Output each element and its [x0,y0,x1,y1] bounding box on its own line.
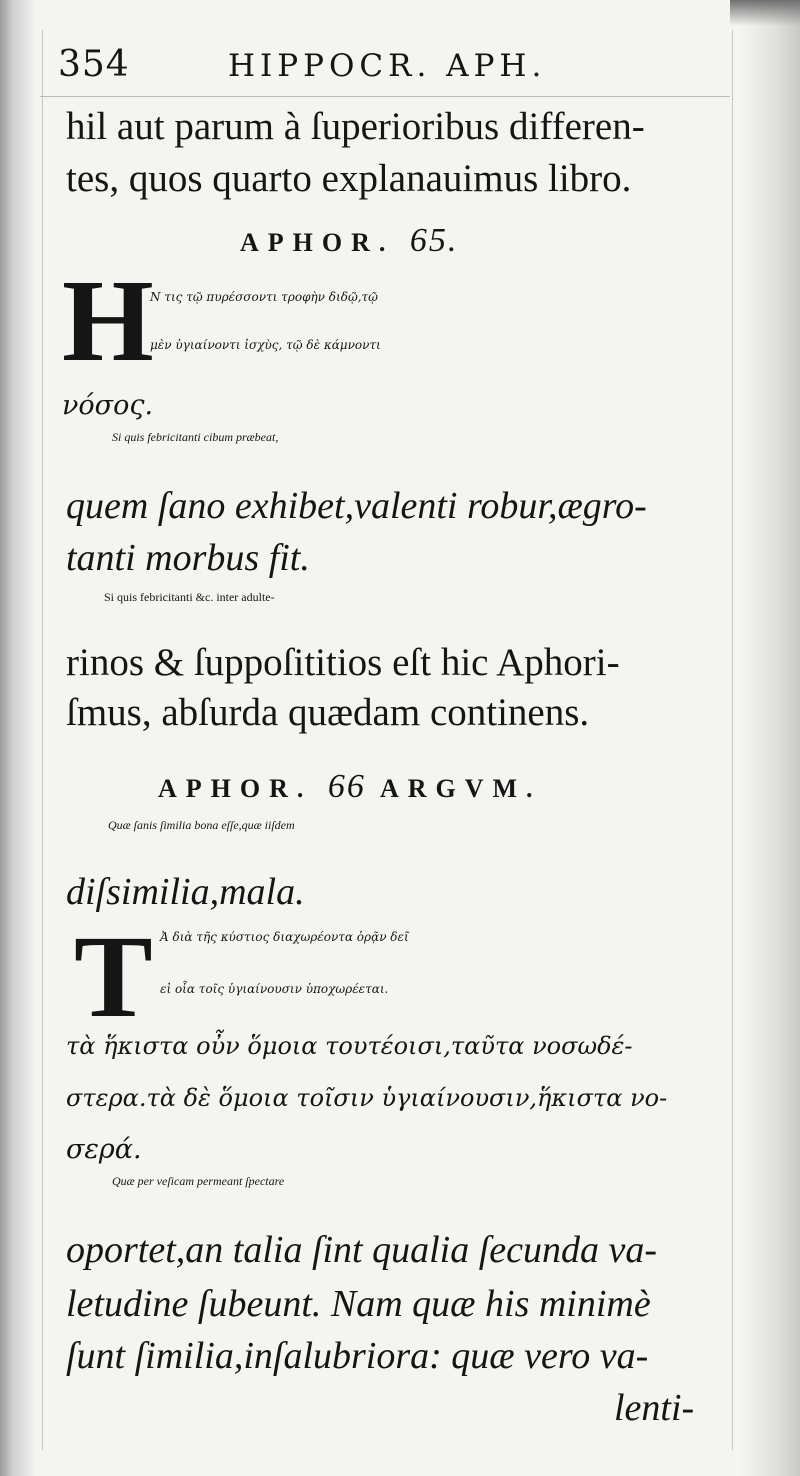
aphor65-greek-line-1: Ν τις τῷ πυρέσσοντι τροφὴν διδῷ,τῷ [150,290,378,304]
aphor66-latin-line-5: lenti- [614,1387,695,1429]
page-edge [740,0,800,1476]
intro-line-2: tes, quos quarto explanauimus libro. [66,157,632,200]
aphor66-heading [158,768,542,806]
aphor66-greek-line-3: τὰ ἥκιστα οὖν ὅμοια τουτέοισι,ταῦτα νοσωδέ- [66,1032,633,1060]
aphor66-greek-line-4: στερα.τὰ δὲ ὅμοια τοῖσιν ὑγιαίνουσιν,ἥκιστα νο- [66,1084,668,1112]
header-rule [40,96,730,97]
aphor65-label: APHOR. [240,228,395,257]
aphor66-greek-line-2: εἰ οἷα τοῖς ὑγιαίνουσιν ὑποχωρέεται. [160,982,389,996]
aphor65-comment-line-1: Si quis febricitanti &c. inter adulte- [104,590,275,604]
aphor66-dropcap: T [74,911,153,1042]
aphor65-latin-line-1: Si quis febricitanti cibum præbeat, [112,430,279,444]
aphor65-number: 65. [409,222,459,259]
intro-line-1: hil aut parum à ſuperioribus differen- [66,105,645,148]
aphor65-comment-line-3: ſmus, abſurda quædam continens. [66,691,590,734]
running-title: HIPPOCR. APH. [228,48,547,84]
aphor66-label: APHOR. [158,774,313,803]
aphor66-argum: ARGVM. [379,774,542,803]
aphor65-greek-line-2: μὲν ὑγιαίνοντι ἰσχὺς, τῷ δὲ κάμνοντι [150,338,381,352]
aphor66-argument-line-1: Quæ ſanis ſimilia bona eſſe,quæ iiſdem [108,818,295,832]
aphor65-dropcap: H [62,255,154,386]
aphor66-greek-line-5: σερά. [66,1134,142,1165]
page-number: 354 [58,44,130,85]
aphor65-latin-line-3: tanti morbus fit. [66,537,310,579]
scan-corner-shadow [730,0,800,26]
aphor66-greek-line-1: Ἀ διὰ τῆς κύστιος διαχωρέοντα ὁρᾷν δεῖ [160,930,409,944]
aphor66-argument-line-2: diſsimilia,mala. [66,871,305,913]
aphor65-comment-line-2: rinos & ſuppoſititios eſt hic Aphori- [66,641,620,684]
margin-rule-left [42,30,43,1450]
aphor66-latin-line-4: ſunt ſimilia,inſalubriora: quæ vero va- [66,1335,649,1377]
aphor66-number: 66 [327,768,366,805]
aphor66-latin-line-1: Quæ per veſicam permeant ſpectare [112,1174,285,1188]
aphor65-heading [240,222,458,260]
aphor66-latin-line-3: letudine ſubeunt. Nam quæ his minimè [66,1283,651,1325]
gutter-shadow [0,0,36,1476]
running-header [58,40,738,90]
aphor65-greek-line-3: νόσος. [62,390,154,421]
aphor66-latin-line-2: oportet,an talia ſint qualia ſecunda va- [66,1229,658,1271]
aphor65-latin-line-2: quem ſano exhibet,valenti robur,ægro- [66,485,647,527]
